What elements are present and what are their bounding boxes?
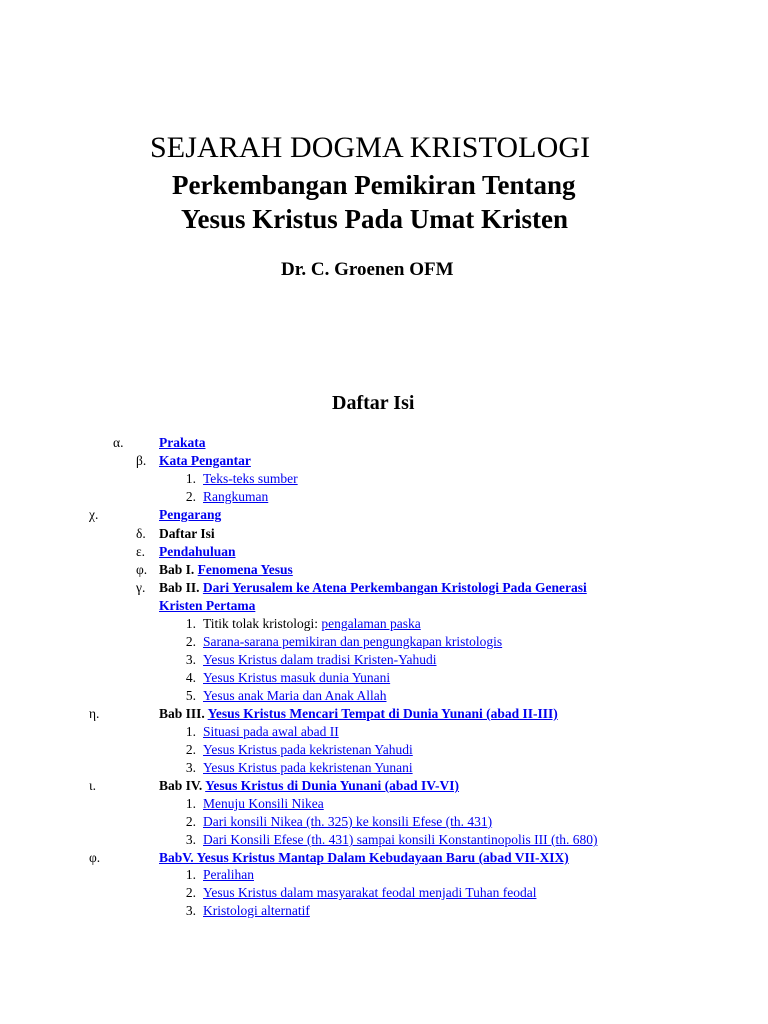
- toc-link-sarana-sarana[interactable]: Sarana-sarana pemikiran dan pengungkapan kristologis: [203, 634, 503, 649]
- toc-subitem: [203, 651, 437, 668]
- toc-number: 3.: [185, 760, 196, 775]
- toc-link-nikea-efese[interactable]: Dari konsili Nikea (th. 325) ke konsili Efese (th. 431): [203, 814, 493, 829]
- toc-link-bab-3[interactable]: Yesus Kristus Mencari Tempat di Dunia Yunani (abad II-III): [207, 706, 558, 721]
- toc-link-kekristenan-yahudi[interactable]: Yesus Kristus pada kekristenan Yahudi: [203, 742, 413, 757]
- toc-link-bab-5[interactable]: BabV. Yesus Kristus Mantap Dalam Kebudayaan Baru (abad VII-XIX): [159, 850, 569, 865]
- toc-number: 2.: [185, 742, 196, 757]
- toc-link-masuk-dunia-yunani[interactable]: Yesus Kristus masuk dunia Yunani: [203, 670, 391, 685]
- toc-number: 4.: [185, 670, 196, 685]
- toc-marker: η.: [89, 706, 100, 721]
- document-title: SEJARAH DOGMA KRISTOLOGI: [150, 131, 591, 164]
- toc-item-bab-2-cont: [159, 597, 255, 614]
- toc-item-pengarang: [159, 506, 221, 523]
- toc-subitem: [203, 813, 492, 830]
- toc-subitem: [203, 831, 597, 848]
- toc-marker: φ.: [136, 562, 148, 577]
- toc-number: 2.: [185, 634, 196, 649]
- toc-subitem: [203, 902, 310, 919]
- toc-link-fenomena-yesus[interactable]: Fenomena Yesus: [197, 562, 293, 577]
- toc-link-rangkuman[interactable]: Rangkuman: [203, 489, 269, 504]
- toc-chapter-prefix: Bab III.: [159, 706, 205, 721]
- toc-chapter-prefix: Bab IV.: [159, 778, 203, 793]
- toc-link-masyarakat-feodal[interactable]: Yesus Kristus dalam masyarakat feodal menjadi Tuhan feodal: [203, 885, 537, 900]
- toc-link-menuju-nikea[interactable]: Menuju Konsili Nikea: [203, 796, 324, 811]
- toc-subitem: [203, 633, 502, 650]
- toc-number: 3.: [185, 903, 196, 918]
- toc-link-anak-maria[interactable]: Yesus anak Maria dan Anak Allah: [203, 688, 387, 703]
- toc-marker: α.: [113, 435, 124, 450]
- toc-subitem: [203, 470, 298, 487]
- toc-subitem: [203, 795, 324, 812]
- toc-subitem: [203, 759, 413, 776]
- toc-item-bab-2: [159, 579, 587, 596]
- toc-chapter-prefix: Bab II.: [159, 580, 200, 595]
- toc-link-kata-pengantar[interactable]: Kata Pengantar: [159, 453, 251, 468]
- toc-subitem: [203, 615, 421, 632]
- toc-link-teks-teks-sumber[interactable]: Teks-teks sumber: [203, 471, 298, 486]
- toc-subitem: [203, 488, 268, 505]
- toc-link-pengarang[interactable]: Pengarang: [159, 507, 222, 522]
- toc-number: 1.: [185, 867, 196, 882]
- toc-link-pengalaman-paska[interactable]: pengalaman paska: [321, 616, 421, 631]
- toc-subitem: [203, 866, 254, 883]
- toc-marker: ι.: [89, 778, 97, 793]
- toc-item-bab-1: [159, 561, 293, 578]
- toc-number: 2.: [185, 489, 196, 504]
- toc-link-kristologi-alternatif[interactable]: Kristologi alternatif: [203, 903, 310, 918]
- toc-subitem: [203, 687, 386, 704]
- toc-item-daftar-isi: Daftar Isi: [159, 526, 215, 541]
- toc-marker: β.: [136, 453, 147, 468]
- toc-link-bab-2-line1[interactable]: Dari Yerusalem ke Atena Perkembangan Kristologi Pada Generasi: [202, 580, 587, 595]
- toc-link-kekristenan-yunani[interactable]: Yesus Kristus pada kekristenan Yunani: [203, 760, 413, 775]
- document-author: Dr. C. Groenen OFM: [281, 259, 454, 280]
- toc-marker: φ.: [89, 850, 101, 865]
- toc-number: 2.: [185, 885, 196, 900]
- toc-marker: δ.: [136, 526, 146, 541]
- toc-number: 5.: [185, 688, 196, 703]
- toc-subitem: [203, 723, 339, 740]
- toc-number: 3.: [185, 652, 196, 667]
- toc-link-peralihan[interactable]: Peralihan: [203, 867, 254, 882]
- toc-number: 1.: [185, 724, 196, 739]
- toc-subitem: [203, 884, 536, 901]
- toc-chapter-prefix: Bab I.: [159, 562, 195, 577]
- toc-marker: χ.: [89, 507, 99, 522]
- toc-link-bab-2-line2[interactable]: Kristen Pertama: [159, 598, 256, 613]
- toc-item-kata-pengantar: [159, 452, 251, 469]
- toc-link-tradisi-kristen-yahudi[interactable]: Yesus Kristus dalam tradisi Kristen-Yahudi: [203, 652, 437, 667]
- toc-link-efese-konstantinopolis[interactable]: Dari Konsili Efese (th. 431) sampai konsili Konstantinopolis III (th. 680): [203, 832, 598, 847]
- toc-subitem-text: Titik tolak kristologi:: [203, 616, 319, 631]
- toc-heading: Daftar Isi: [332, 392, 415, 414]
- toc-item-pendahuluan: [159, 543, 236, 560]
- toc-subitem: [203, 669, 390, 686]
- toc-number: 1.: [185, 471, 196, 486]
- toc-number: 3.: [185, 832, 196, 847]
- document-subtitle-line2: Yesus Kristus Pada Umat Kristen: [181, 204, 569, 234]
- toc-marker: γ.: [136, 580, 146, 595]
- document-subtitle-line1: Perkembangan Pemikiran Tentang: [172, 170, 576, 200]
- toc-number: 2.: [185, 814, 196, 829]
- toc-link-bab-4[interactable]: Yesus Kristus di Dunia Yunani (abad IV-VI): [205, 778, 459, 793]
- toc-item-bab-4: [159, 777, 459, 794]
- toc-number: 1.: [185, 616, 196, 631]
- toc-item-prakata: [159, 434, 206, 451]
- toc-number: 1.: [185, 796, 196, 811]
- toc-subitem: [203, 741, 413, 758]
- toc-item-bab-5: [159, 849, 569, 866]
- toc-link-pendahuluan[interactable]: Pendahuluan: [159, 544, 236, 559]
- toc-link-situasi-awal[interactable]: Situasi pada awal abad II: [203, 724, 339, 739]
- toc-item-bab-3: [159, 705, 558, 722]
- toc-link-prakata[interactable]: Prakata: [159, 435, 206, 450]
- toc-marker: ε.: [136, 544, 146, 559]
